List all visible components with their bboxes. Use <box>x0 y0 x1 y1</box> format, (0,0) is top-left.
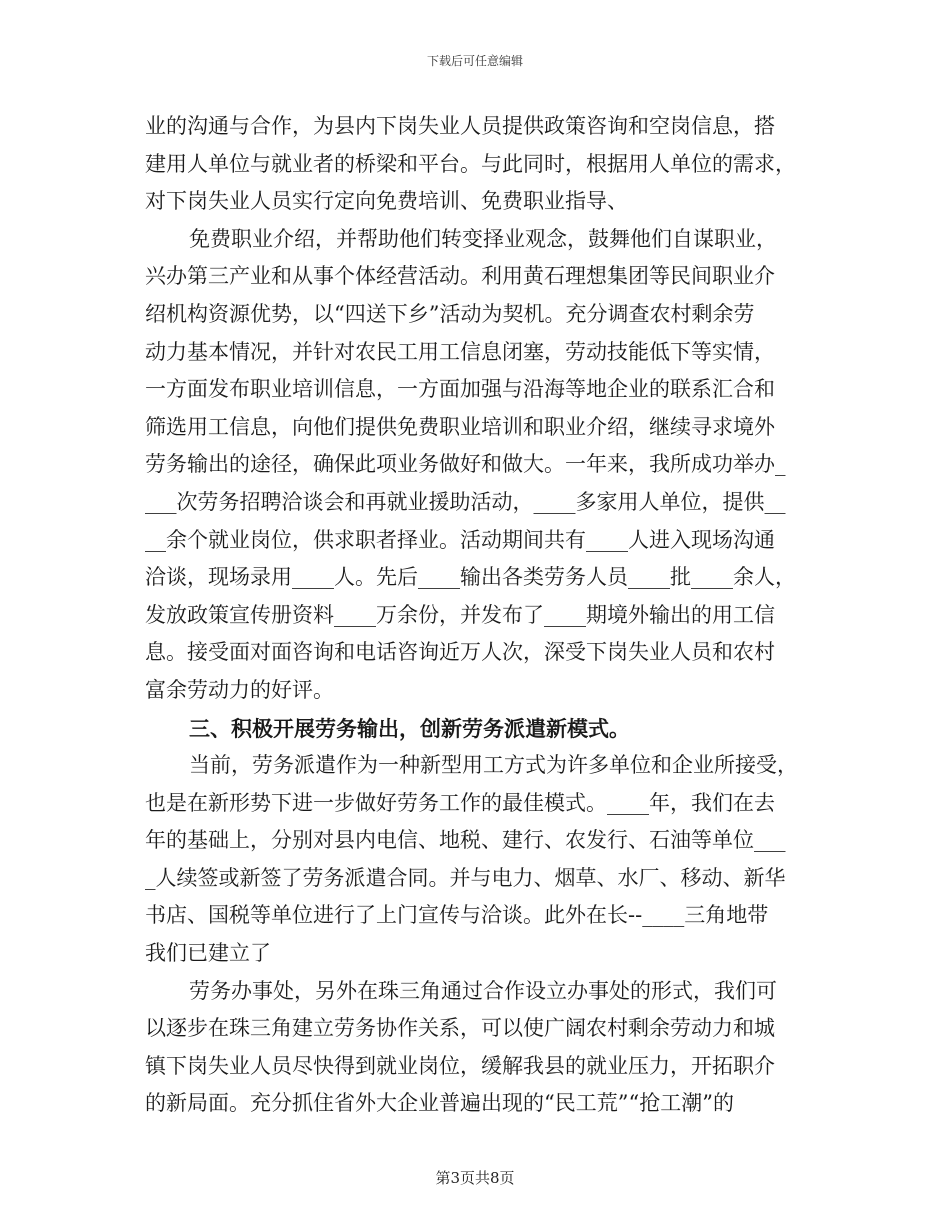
text-line: 也是在新形势下进一步做好劳务工作的最佳模式。____年，我们在去 <box>145 790 775 815</box>
text-line: 书店、国税等单位进行了上门宣传与洽谈。此外在长--____三角地带 <box>145 903 769 928</box>
text-line: 建用人单位与就业者的桥梁和平台。与此同时，根据用人单位的需求， <box>145 151 796 176</box>
text-line: 绍机构资源优势，以“四送下乡”活动为契机。充分调查农村剩余劳 <box>145 301 755 326</box>
text-line: 的新局面。充分抓住省外大企业普遍出现的“民工荒”“抢工潮”的 <box>145 1091 734 1116</box>
text-line: 富余劳动力的好评。 <box>145 677 334 702</box>
text-line: 一方面发布职业培训信息，一方面加强与沿海等地企业的联系汇合和 <box>145 377 775 402</box>
text-line: 兴办第三产业和从事个体经营活动。利用黄石理想集团等民间职业介 <box>145 264 775 289</box>
document-body <box>145 108 805 1123</box>
text-line: 我们已建立了 <box>145 941 271 966</box>
text-line: 年的基础上，分别对县内电信、地税、建行、农发行、石油等单位___ <box>145 828 786 853</box>
text-line: 洽谈，现场录用____人。先后____输出各类劳务人员____批____余人， <box>145 565 796 590</box>
text-line: 筛选用工信息，向他们提供免费职业培训和职业介绍，继续寻求境外 <box>145 414 775 439</box>
text-line: ___次劳务招聘洽谈会和再就业援助活动，____多家用人单位，提供__ <box>145 489 786 514</box>
text-line: 镇下岗失业人员尽快得到就业岗位，缓解我县的就业压力，开拓职介 <box>145 1053 775 1078</box>
text-line: 以逐步在珠三角建立劳务协作关系，可以使广阔农村剩余劳动力和城 <box>145 1016 775 1041</box>
text-line: 业的沟通与合作，为县内下岗失业人员提供政策咨询和空岗信息，搭 <box>145 114 775 138</box>
text-line: __余个就业岗位，供求职者择业。活动期间共有____人进入现场沟通 <box>145 527 775 552</box>
text-line: 劳务输出的途径，确保此项业务做好和做大。一年来，我所成功举办_ <box>145 452 786 477</box>
section-heading: 三、积极开展劳务输出，创新劳务派遣新模式。 <box>189 715 630 741</box>
text-line: 息。接受面对面咨询和电话咨询近万人次，深受下岗失业人员和农村 <box>145 640 775 665</box>
text-line: 对下岗失业人员实行定向免费培训、免费职业指导、 <box>145 189 628 214</box>
text-line: 动力基本情况，并针对农民工用工信息闭塞，劳动技能低下等实情， <box>145 339 775 364</box>
text-line: 当前，劳务派遣作为一种新型用工方式为许多单位和企业所接受， <box>189 753 798 778</box>
text-line: 免费职业介绍，并帮助他们转变择业观念，鼓舞他们自谋职业， <box>189 226 777 251</box>
page-footer: 第3页共8页 <box>435 1169 515 1187</box>
text-line: 发放政策宣传册资料____万余份，并发布了____期境外输出的用工信 <box>145 602 775 627</box>
text-line: _人续签或新签了劳务派遣合同。并与电力、烟草、水厂、移动、新华 <box>145 865 786 890</box>
text-line: 劳务办事处，另外在珠三角通过合作设立办事处的形式，我们可 <box>189 978 777 1003</box>
page-header: 下载后可任意编辑 <box>426 54 523 68</box>
